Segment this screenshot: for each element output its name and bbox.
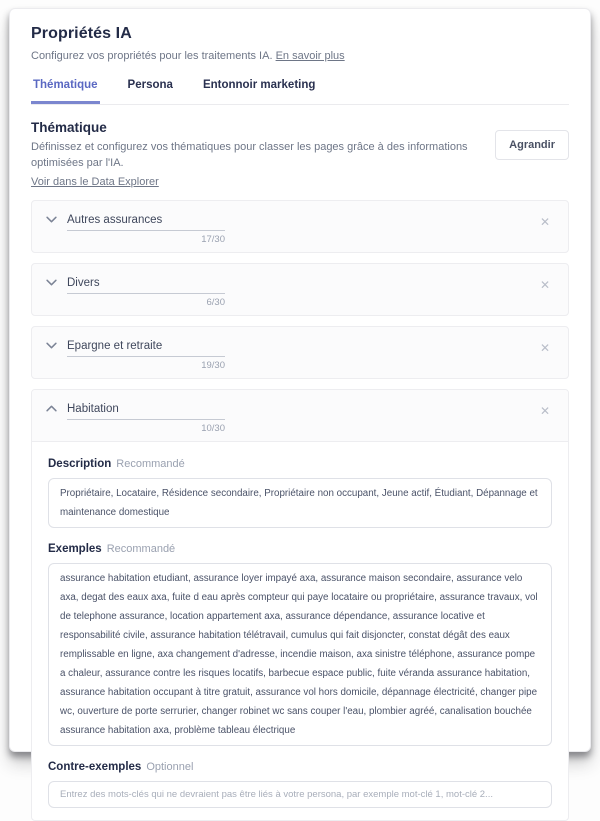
theme-list bbox=[31, 200, 569, 821]
examples-textarea[interactable]: assurance habitation etudiant, assurance loyer impayé axa, assurance maison secondaire, assurance velo axa, degat des eaux axa, fuite d eau après compteur qui paye locataire ou propriétaire, assurance travaux, vol de telephone assurance, location appartement axa, assurance dépendance, assurance locative et responsabilité civile, assurance habitation télétravail, cumulus qui fait disjoncter, constat dégât des eaux remplissable en ligne, axa changement d'adresse, incendie maison, axa sinistre téléphone, assurance pompe a chaleur, assurance contre les risques locatifs, barbecue espace public, fuite véranda assurance habitation, assurance habitation occupant à titre gratuit, assurance vol hors domicile, dépannage électricité, changer pipe wc, ouverture de porte serrurier, changer robinet wc sans couper l'eau, plombier agréé, canalisation bouchée assurance habitation axa, problème tableau électrique bbox=[48, 563, 552, 746]
tab-entonnoir-marketing[interactable]: Entonnoir marketing bbox=[202, 79, 316, 91]
properties-panel bbox=[9, 8, 591, 773]
close-icon[interactable]: ✕ bbox=[539, 277, 550, 292]
section-title: Thématique bbox=[31, 120, 107, 135]
section-description: Définissez et configurez vos thématiques pour classer les pages grâce à des informations optimisées par l'IA. bbox=[31, 141, 468, 169]
page-subtitle-text: Configurez vos propriétés pour les traitements IA. bbox=[31, 50, 273, 62]
tab-bar bbox=[31, 79, 569, 105]
section-header bbox=[31, 120, 569, 190]
counter-examples-input[interactable] bbox=[48, 781, 552, 808]
data-explorer-link[interactable]: Voir dans le Data Explorer bbox=[31, 175, 159, 188]
theme-name-input[interactable] bbox=[67, 338, 225, 357]
tab-thematique[interactable]: Thématique bbox=[31, 79, 100, 104]
counter-examples-badge: Optionnel bbox=[146, 760, 194, 773]
theme-name-input[interactable] bbox=[67, 212, 225, 231]
description-textarea[interactable]: Propriétaire, Locataire, Résidence secondaire, Propriétaire non occupant, Jeune actif, Étudiant, Dépannage et maintenance domestique bbox=[48, 478, 552, 528]
examples-field bbox=[48, 539, 552, 746]
theme-detail-form bbox=[32, 442, 568, 820]
description-field bbox=[48, 454, 552, 528]
examples-label: Exemples bbox=[48, 542, 102, 555]
page-subtitle bbox=[31, 50, 569, 62]
char-counter: 10/30 bbox=[201, 422, 225, 434]
theme-name-input[interactable] bbox=[67, 401, 225, 420]
counter-examples-label: Contre-exemples bbox=[48, 760, 142, 773]
theme-card-habitation bbox=[31, 389, 569, 821]
description-badge: Recommandé bbox=[116, 457, 185, 470]
theme-card-epargne-et-retraite bbox=[31, 326, 569, 379]
page-title: Propriétés IA bbox=[31, 25, 132, 42]
counter-examples-field bbox=[48, 757, 552, 808]
tab-persona[interactable]: Persona bbox=[127, 79, 173, 91]
theme-card-divers bbox=[31, 263, 569, 316]
chevron-down-icon[interactable] bbox=[46, 342, 57, 349]
char-counter: 19/30 bbox=[201, 359, 225, 371]
chevron-down-icon[interactable] bbox=[46, 216, 57, 223]
close-icon[interactable]: ✕ bbox=[539, 214, 550, 229]
close-icon[interactable]: ✕ bbox=[539, 340, 550, 355]
close-icon[interactable]: ✕ bbox=[539, 403, 550, 418]
chevron-down-icon[interactable] bbox=[46, 279, 57, 286]
learn-more-link[interactable]: En savoir plus bbox=[275, 50, 345, 62]
theme-name-input[interactable] bbox=[67, 275, 225, 294]
char-counter: 6/30 bbox=[206, 296, 225, 308]
theme-card-autres-assurances bbox=[31, 200, 569, 253]
description-label: Description bbox=[48, 457, 112, 470]
chevron-up-icon[interactable] bbox=[46, 405, 57, 412]
examples-badge: Recommandé bbox=[106, 542, 176, 555]
expand-button[interactable]: Agrandir bbox=[495, 130, 569, 160]
char-counter: 17/30 bbox=[201, 233, 225, 245]
